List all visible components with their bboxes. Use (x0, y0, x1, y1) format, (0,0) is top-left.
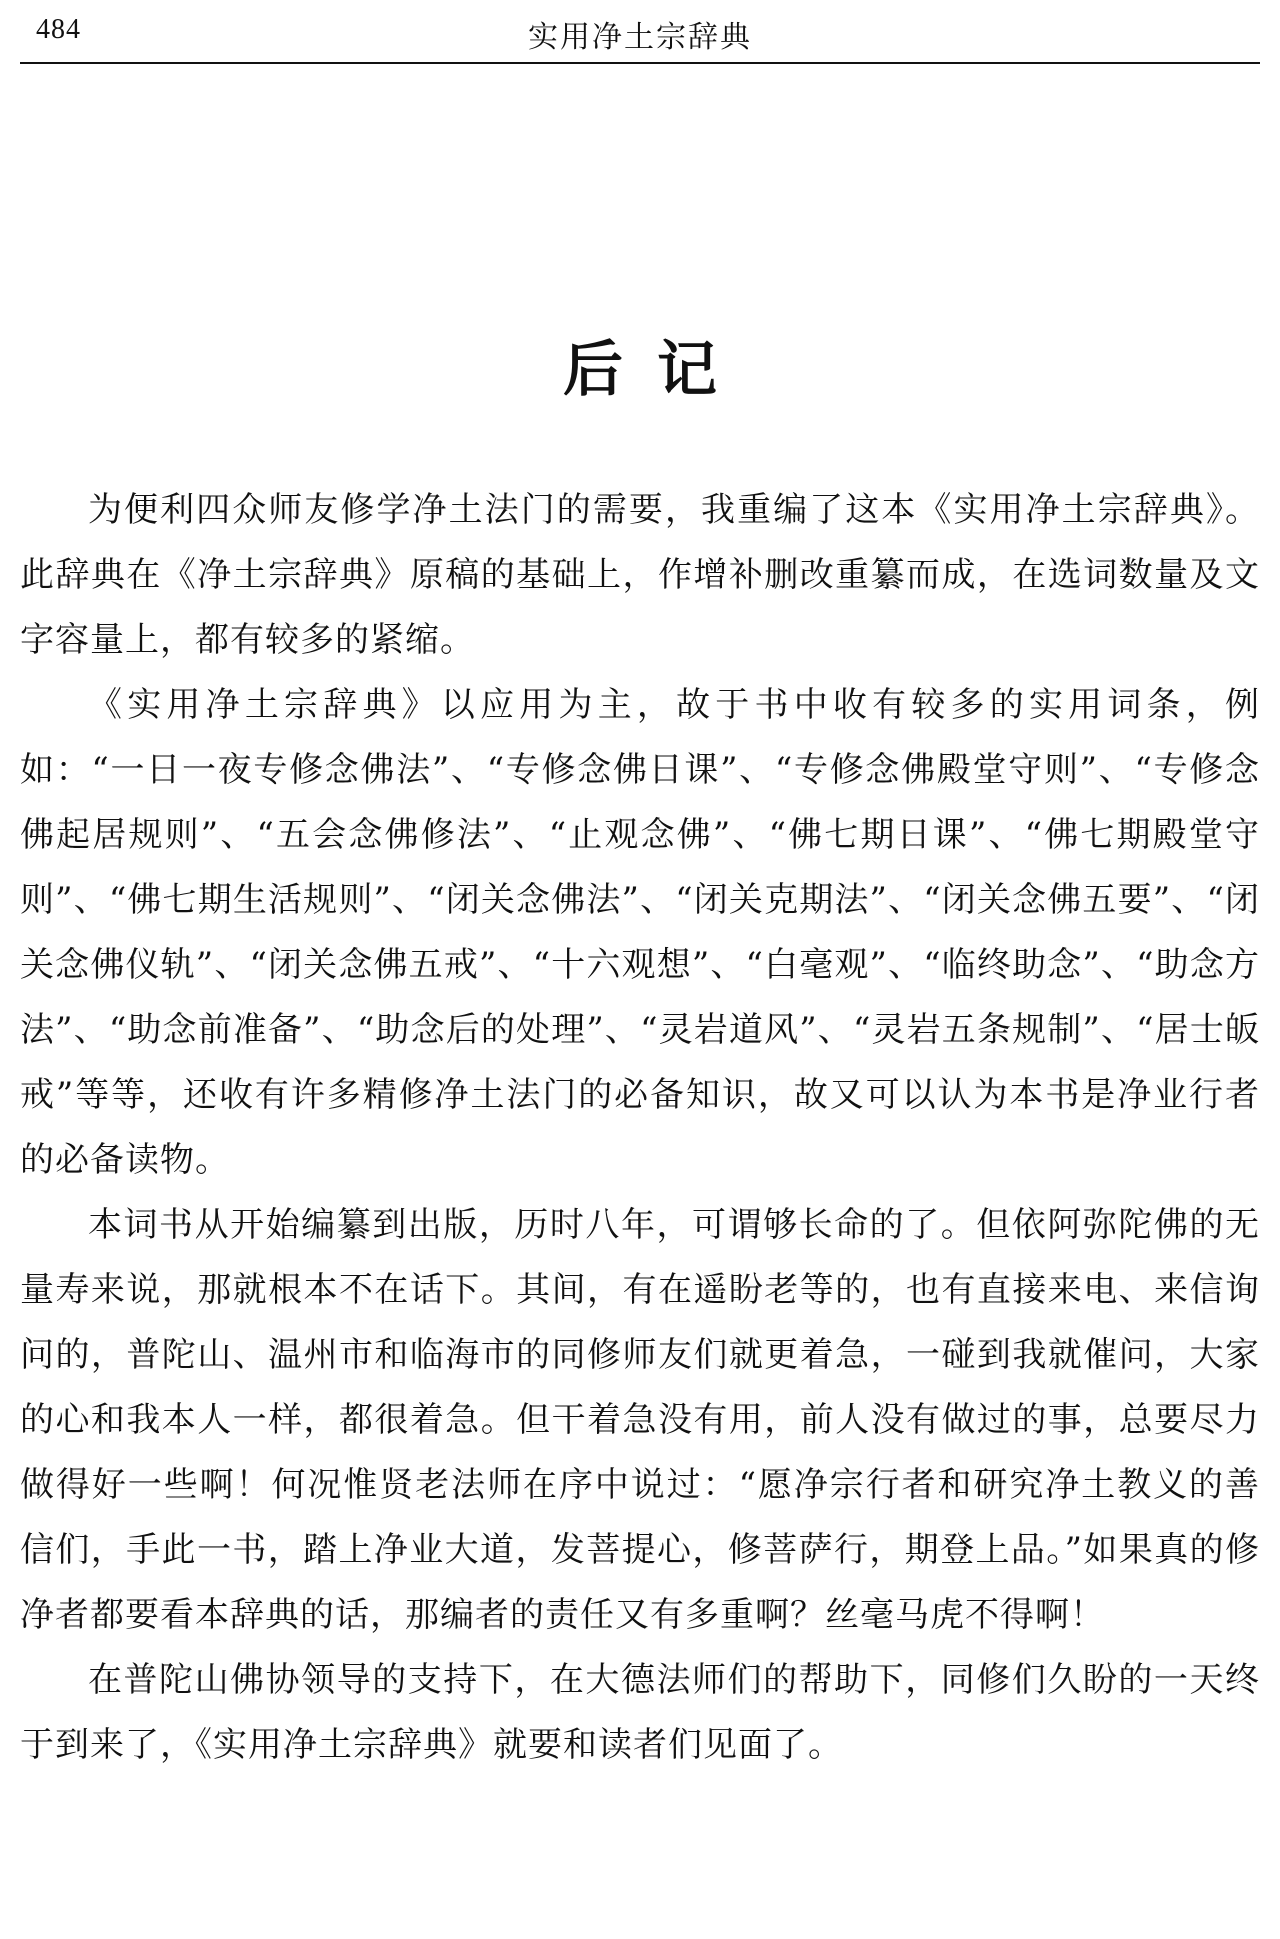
paragraph-4: 在普陀山佛协领导的支持下，在大德法师们的帮助下，同修们久盼的一天终于到来了，《实用净土宗辞典》就要和读者们见面了。 (20, 1660, 1260, 1765)
page-number: 484 (36, 14, 81, 45)
body-text (20, 478, 1260, 1778)
book-title: 实用净土宗辞典 (528, 20, 752, 55)
paragraph-1: 为便利四众师友修学净土法门的需要，我重编了这本《实用净土宗辞典》。此辞典在《净土宗辞典》原稿的基础上，作增补删改重纂而成，在选词数量及文字容量上，都有较多的紧缩。 (20, 490, 1260, 660)
running-header (20, 8, 1260, 64)
paragraph-2: 《实用净土宗辞典》以应用为主，故于书中收有较多的实用词条，例如：“一日一夜专修念佛法”、“专修念佛日课”、“专修念佛殿堂守则”、“专修念佛起居规则”、“五会念佛修法”、“止观念佛”、“佛七期日课”、“佛七期殿堂守则”、“佛七期生活规则”、“闭关念佛法”、“闭关克期法”、“闭关念佛五要”、“闭关念佛仪轨”、“闭关念佛五戒”、“十六观想”、“白毫观”、“临终助念”、“助念方法”、“助念前准备”、“助念后的处理”、“灵岩道风”、“灵岩五条规制”、“居士皈戒”等等，还收有许多精修净土法门的必备知识，故又可以认为本书是净业行者的必备读物。 (20, 685, 1260, 1180)
paragraph-3: 本词书从开始编纂到出版，历时八年，可谓够长命的了。但依阿弥陀佛的无量寿来说，那就根本不在话下。其间，有在遥盼老等的，也有直接来电、来信询问的，普陀山、温州市和临海市的同修师友们就更着急，一碰到我就催问，大家的心和我本人一样，都很着急。但干着急没有用，前人没有做过的事，总要尽力做得好一些啊！何况惟贤老法师在序中说过：“愿净宗行者和研究净土教义的善信们，手此一书，踏上净业大道，发菩提心，修菩萨行，期登上品。”如果真的修净者都要看本辞典的话，那编者的责任又有多重啊？丝毫马虎不得啊！ (20, 1205, 1260, 1635)
section-title: 后记 (563, 335, 751, 406)
